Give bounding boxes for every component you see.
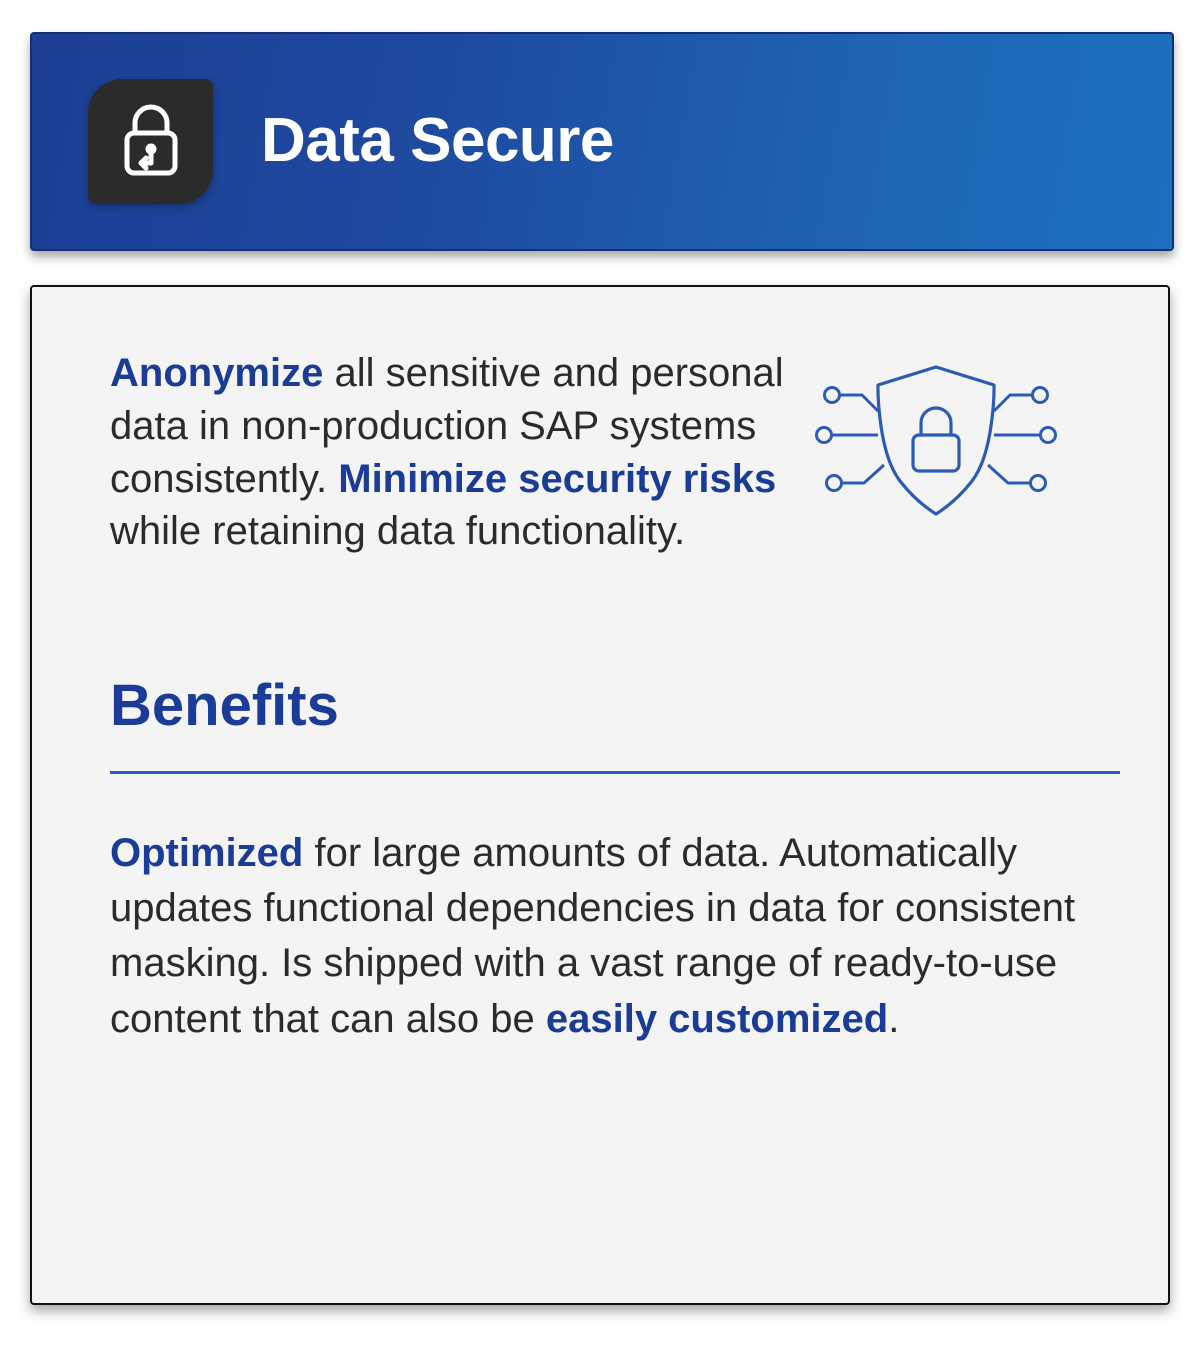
benefits-paragraph (110, 826, 1116, 1047)
benefits-text-1: for large amounts of data. Automatically updates functional dependencies in data for consistent masking. Is shipped with a vast range of ready-to-use content that can also be (110, 831, 1076, 1041)
benefits-highlight-1: Optimized (110, 831, 304, 876)
benefits-heading: Benefits (110, 673, 339, 739)
intro-highlight-1: Anonymize (110, 351, 324, 395)
intro-row (110, 347, 1116, 558)
benefits-highlight-2: easily customized (545, 996, 889, 1041)
intro-highlight-2: Minimize security risks (338, 456, 777, 501)
benefits-text-2: . (888, 996, 900, 1041)
intro-text-2: while retaining data functionality. (110, 509, 686, 554)
section-divider (110, 771, 1120, 774)
page-title: Data Secure (261, 106, 614, 176)
lock-with-arrow-icon (88, 79, 213, 204)
header-banner (30, 32, 1174, 251)
content-card (30, 285, 1170, 1305)
intro-text-1: all sensitive and personal data in non-production SAP systems consistently. (110, 351, 784, 501)
intro-paragraph (110, 347, 806, 558)
shield-lock-network-icon (806, 359, 1066, 529)
